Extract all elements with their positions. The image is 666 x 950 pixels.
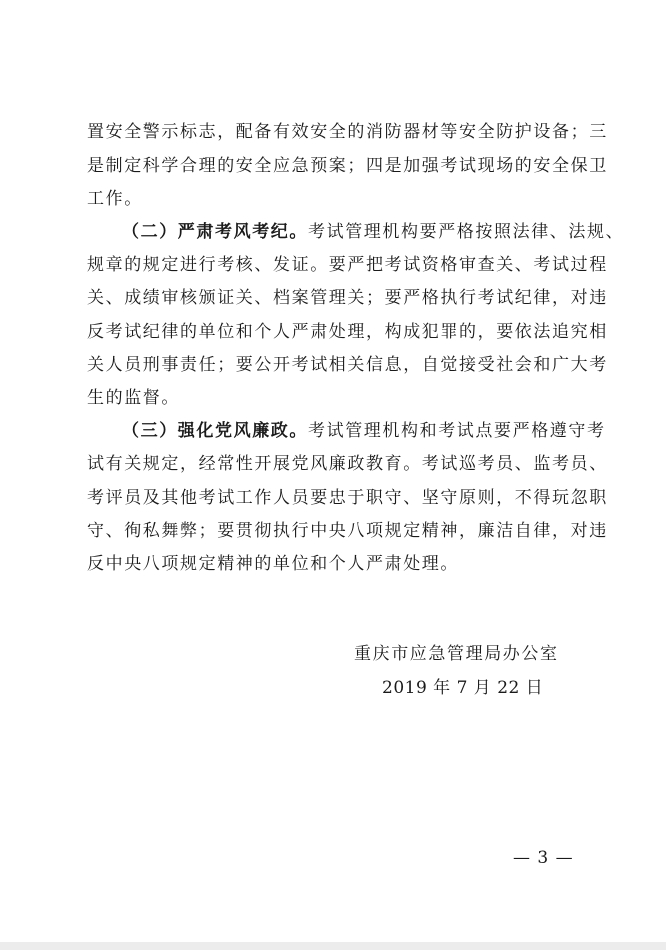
section-2-first-line-text: 考试管理机构要严格按照法律、法规、 <box>308 222 625 242</box>
body-line: 关人员刑事责任；要公开考试相关信息，自觉接受社会和广大考 <box>87 355 608 375</box>
section-2-first-line <box>122 222 624 242</box>
page-number: — 3 — <box>513 848 574 868</box>
section-3-first-line-text: 考试管理机构和考试点要严格遵守考 <box>308 421 606 441</box>
body-line: 规章的规定进行考核、发证。要严把考试资格审查关、考试过程 <box>87 255 608 275</box>
body-line: 置安全警示标志，配备有效安全的消防器材等安全防护设备；三 <box>87 122 608 142</box>
section-3-first-line <box>122 421 606 441</box>
signature-org: 重庆市应急管理局办公室 <box>354 644 559 664</box>
signature-date: 2019 年 7 月 22 日 <box>382 678 544 698</box>
body-line: 反考试纪律的单位和个人严肃处理，构成犯罪的，要依法追究相 <box>87 322 608 342</box>
body-line: 试有关规定，经常性开展党风廉政教育。考试巡考员、监考员、 <box>87 454 608 474</box>
body-line: 是制定科学合理的安全应急预案；四是加强考试现场的安全保卫 <box>87 156 608 176</box>
body-line: 反中央八项规定精神的单位和个人严肃处理。 <box>87 554 459 574</box>
section-3-heading: （三）强化党风廉政。 <box>122 421 308 441</box>
body-line: 生的监督。 <box>87 388 180 408</box>
bottom-divider <box>0 942 666 950</box>
body-line: 关、成绩审核颁证关、档案管理关；要严格执行考试纪律，对违 <box>87 288 608 308</box>
body-line: 守、徇私舞弊；要贯彻执行中央八项规定精神，廉洁自律，对违 <box>87 521 608 541</box>
body-line: 工作。 <box>87 189 143 209</box>
body-line: 考评员及其他考试工作人员要忠于职守、坚守原则，不得玩忽职 <box>87 488 608 508</box>
section-2-heading: （二）严肃考风考纪。 <box>122 222 308 242</box>
